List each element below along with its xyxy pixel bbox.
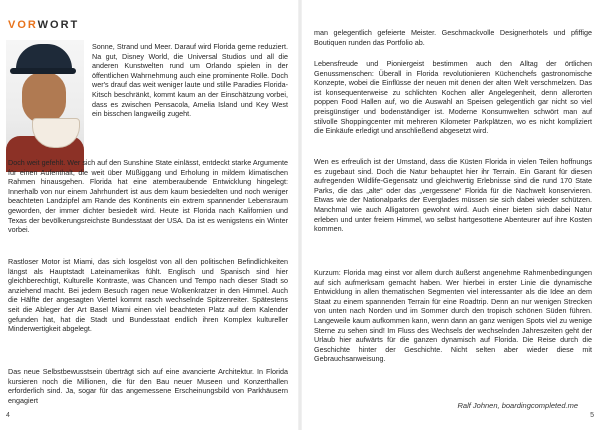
right-paragraph-4 (314, 268, 592, 373)
page-heading (8, 19, 79, 31)
paragraph-text: Kurzum: Florida mag einst vor allem durch äußerst angenehme Rahmenbedingungen auf sich aufmerksam gemacht haben. Wer hierbei in erster Linie die dynamische Entwicklung in allen thematischen Segmenten viel interessanter als die Idee an dem Staat zu einem spannenden Terrain für eine Roadtrip. Denn an nur wenigen Strecken von unten nach Norden und im Sommer durch den tropisch schönen Süden führen. Langeweile kaum aufkommen kann, wenn dann an ganz wenigen Spots viel zu wenige Sterne zu sehen sind! Im Fluss des Wechsels der wechselnden Jahreszeiten geht der Urlaub hier aufwärts für die ganzen dynamisch auf Florida. Die Reise durch die Geschichte hinter der Geschichte. Nicht selten aber wieder diese mit Gebrauchsanweisung. (314, 268, 592, 364)
author-signature: Ralf Johnen, boardingcompleted.me (457, 401, 578, 410)
right-paragraph-3 (314, 157, 592, 243)
right-paragraph-2 (314, 59, 592, 145)
page-number-right: 5 (590, 412, 594, 419)
left-paragraph-2 (8, 158, 288, 244)
left-paragraph-4 (8, 367, 288, 414)
paragraph-text: man gelegentlich gefeierte Meister. Geschmackvolle Designerhotels und pfiffige Boutiquen runden das Portfolio ab. (314, 28, 592, 47)
paragraph-text: Sonne, Strand und Meer. Darauf wird Florida gerne reduziert. Na gut, Disney World, die Universal Studios und all die anderen Kunstwelten rund um Orlando spielen in der öffentlichen Wahrnehmung auch eine prominente Rolle. Doch wer's drauf das weit weniger laute und stille Paradies Florida-Kitsch beschränkt, kommt kaum an der Einschätzung vorbei, dass es zwischen Pensacola, Amelia Island und Key West ein bisschen langweilig zugeht. (92, 42, 288, 119)
paragraph-text: Doch weit gefehlt. Wer sich auf den Sunshine State einlässt, entdeckt starke Argumente für einen Aufenthalt, die weit über Müßiggang und Erholung in mildem klimatischen Rahmen hinausgehen. Florida hat eine atemberaubende Entwicklung hingelegt: Innerhalb von nur einem Jahrhundert ist aus dem kaum besiedelten und noch weniger beachteten Landzipfel am Rande des Kontinents ein extrem spannender Lebensraum geworden, der immer dichter besiedelt wird. Heute ist Florida nach Kalifornien und Texas der bevölkerungsreichste Bundesstaat der USA. Da ist es wenigstens ein Winter vorbei. (8, 158, 288, 235)
paragraph-text: Wen es erfreulich ist der Umstand, dass die Küsten Florida in vielen Teilen hoffnungs es zugebaut sind. Doch die Natur behauptet hier ihr Terrain. Ein Garant für diesen aufregenden Wildlife-Gegensatz und gleichwertig Erlebnisse sind die rund 170 State Parks, die das „alte“ oder das „vergessene“ Florida für die Nachwelt konservieren. Etwas wie der Nationalparks der Everglades müssen sie sich dabei wieder schützen. Manchmal wie auch Alligatoren gewohnt wird. Auch einer bieten sich dabei Natur erleben und unter freiem Himmel, wo selbst hartgesottene Abenteurer auf ihre Kosten kommen. (314, 157, 592, 234)
heading-rest: WORT (37, 19, 80, 31)
left-paragraph-3 (8, 257, 288, 343)
photo-face-shape (22, 72, 66, 124)
left-paragraph-1 (92, 42, 288, 128)
author-photo (6, 40, 84, 172)
paragraph-text: Lebensfreude und Pioniergeist bestimmen auch den Alltag der örtlichen Genussmenschen: Überall in Florida revolutionieren Küchenchefs gastronomische Konzepte, wobei die Einflüsse der neuen mit denen der alten Welt verschmelzen. Das ist konsequenterweise zu schlichten Kochen aller Angelegenheit, denn allerorten poppen Food Hallen auf, wo die Auswahl an Speisen gelegentlich gar nicht so viel preisgünstiger und bodenständiger ist. Moderne Konsumwelten schwört man auf stilvolle Shoppingcenter mit mehreren Kilometer Parkplätzen, wo es nicht kompliziert die Einkäufe erledigt und anschließend abgesetzt wird. (314, 59, 592, 136)
heading-accent: VOR (8, 19, 38, 31)
photo-hat-brim-shape (10, 68, 76, 74)
right-paragraph-1 (314, 28, 592, 56)
page-number-left: 4 (6, 412, 10, 419)
right-page (300, 0, 600, 430)
paragraph-text: Rastloser Motor ist Miami, das sich losgelöst von all den politischen Befindlichkeiten längst als Hauptstadt Lateinamerikas fühlt. Englisch und Spanisch sind hier gleichberechtigt, Kulturelle Kontraste, was Chancen und Tempo nach dieser Stadt so anziehend macht. Bei jedem Besuch ragen neue Wolkenkratzer in den Himmel. Auch die Hälfte der angesagten Viertel kommt rasch wechselnde Spitzenreiter. Spätestens seit die Ableger der Art Basel Miami einen viel beachteten Platz auf dem Kalender gefunden hat, hat die Stadt und Bundesstaat endlich ihren Komplex kultureller Minderwertigkeit abgelegt. (8, 257, 288, 334)
paragraph-text: Das neue Selbstbewusstsein überträgt sich auf eine avancierte Architektur. In Florida kursieren noch die Millionen, die für den Bau neuer Museen und Konzerthallen erforderlich sind. Ja, sogar für das angemessene Erscheinungsbild von Parkhäusern engagiert (8, 367, 288, 405)
